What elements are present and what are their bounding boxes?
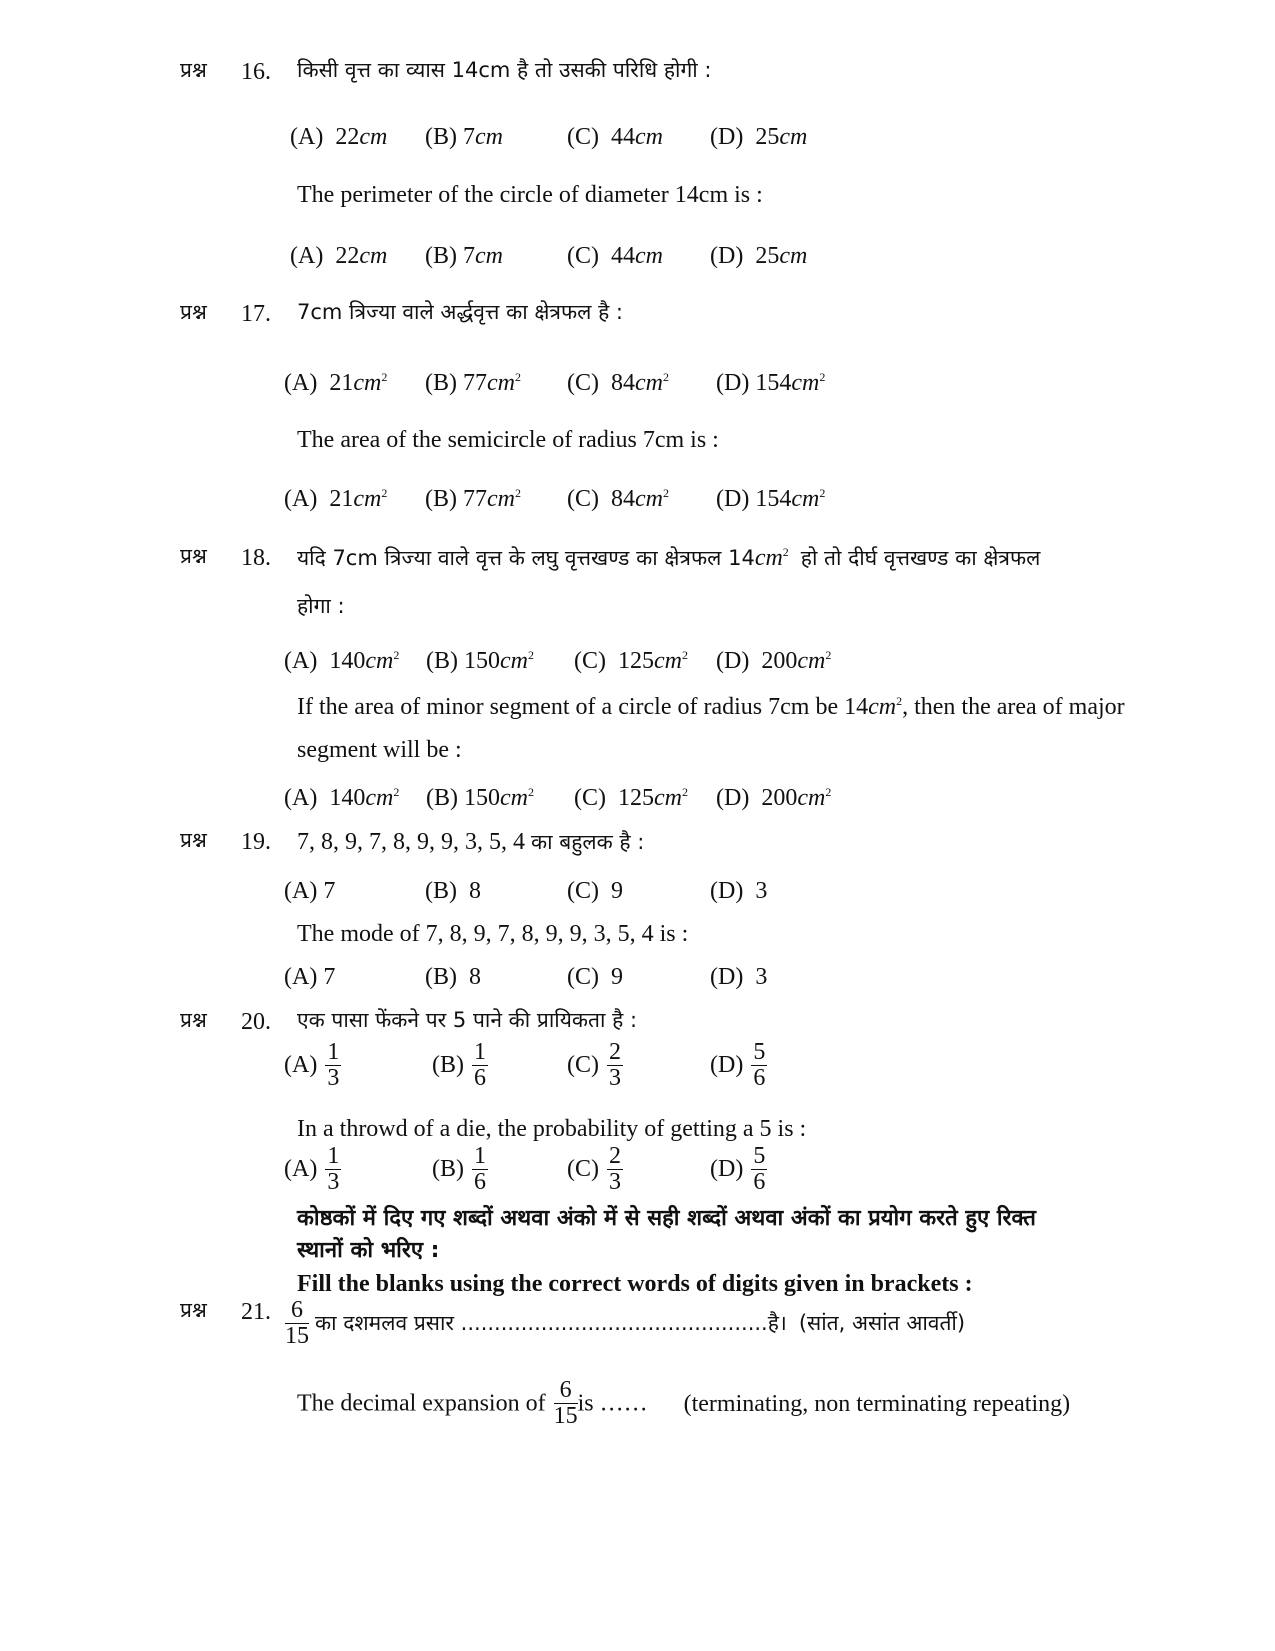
option-c: (C) $\frac{2}{3}$ [567,1143,621,1196]
question-18-english-line2: segment will be : [297,737,462,763]
option-a: (A) $140cm^2$ [284,648,400,674]
option-d: (D) $\frac{5}{6}$ [710,1039,766,1092]
question-label: प्रश्न [180,544,207,568]
instructions-english: Fill the blanks using the correct words of digits given in brackets : [297,1271,973,1297]
question-16-english: The perimeter of the circle of diameter 14cm is : [297,182,763,208]
option-c: (C) $84cm^2$ [567,486,669,512]
fraction: $\frac{5}{6}$ [753,1039,766,1092]
question-20-hindi: एक पासा फेंकने पर 5 पाने की प्रायिकता है : [297,1008,638,1032]
question-17-hindi: 7cm त्रिज्या वाले अर्द्धवृत्त का क्षेत्रफल है : [297,300,623,324]
fraction: $\frac{1}{6}$ [474,1143,486,1196]
option-b: (B) $\frac{1}{6}$ [432,1039,486,1092]
fraction: $\frac{1}{3}$ [327,1143,340,1196]
option-b: (B) $150cm^2$ [426,785,534,811]
question-19-hindi: 7, 8, 9, 7, 8, 9, 9, 3, 5, 4 का बहुलक है : [297,829,645,855]
fraction: $\frac{1}{3}$ [327,1039,340,1092]
question-label: प्रश्न [180,828,207,852]
question-number: 20. [241,1009,271,1035]
question-number: 19. [241,829,271,855]
option-c: (C) $84cm^2$ [567,370,669,396]
question-21-english: The decimal expansion of $\frac{6}{15}$ is …… (terminating, non terminating repeating) [297,1377,1071,1430]
fraction: $\frac{2}{3}$ [609,1039,621,1092]
option-a: (A) 22cm [290,124,388,150]
option-b: (B) $77cm^2$ [425,370,521,396]
option-a: (A) $140cm^2$ [284,785,400,811]
option-d: (D) $200cm^2$ [716,648,832,674]
option-b: (B) 7cm [425,124,503,150]
option-d: (D) 3 [710,878,768,904]
option-d: (D) $\frac{5}{6}$ [710,1143,766,1196]
option-b: (B) $150cm^2$ [426,648,534,674]
question-label: प्रश्न [180,1298,207,1322]
question-18-hindi-line1: यदि 7cm त्रिज्या वाले वृत्त के लघु वृत्तखण्ड का क्षेत्रफल $14cm^2$ हो तो दीर्घ वृत्तखण्ड का क्षेत्रफल [297,545,1041,571]
instructions-hindi-line2: स्थानों को भरिए : [297,1238,440,1263]
option-d: (D) 25cm [710,243,808,269]
option-d: (D) $154cm^2$ [716,370,826,396]
question-18-english-line1: If the area of minor segment of a circle of radius 7cm be $14cm^2$, then the area of major [297,694,1125,720]
option-d: (D) 3 [710,964,768,990]
option-d: (D) 25cm [710,124,808,150]
question-20-english: In a throwd of a die, the probability of getting a 5 is : [297,1116,807,1142]
fraction: $\frac{6}{15}$ [285,1297,309,1350]
fraction: $\frac{6}{15}$ [553,1377,578,1430]
question-18-hindi-line2: होगा : [297,594,345,618]
option-c: (C) 9 [567,964,623,990]
question-number: 16. [241,59,271,85]
option-c: (C) 44cm [567,124,663,150]
question-19-english: The mode of 7, 8, 9, 7, 8, 9, 9, 3, 5, 4 is : [297,921,689,947]
question-21-hindi: $\frac{6}{15}$ का दशमलव प्रसार ..............................................है। (सांत, असांत आवर्ती) [285,1297,966,1350]
question-17-english: The area of the semicircle of radius 7cm is : [297,427,719,453]
option-b: (B) 8 [425,878,481,904]
question-label: प्रश्न [180,300,207,324]
option-b: (B) $77cm^2$ [425,486,521,512]
question-number: 21. [241,1299,271,1325]
fraction: $\frac{5}{6}$ [753,1143,766,1196]
option-a: (A) $21cm^2$ [284,486,388,512]
option-c: (C) 44cm [567,243,663,269]
question-label: प्रश्न [180,1008,207,1032]
fraction: $\frac{1}{6}$ [474,1039,486,1092]
option-a: (A) 7 [284,878,336,904]
question-label: प्रश्न [180,58,207,82]
option-b: (B) 7cm [425,243,503,269]
question-16-hindi: किसी वृत्त का व्यास 14cm है तो उसकी परिधि होगी : [297,58,712,82]
option-a: (A) 7 [284,964,336,990]
fraction: $\frac{2}{3}$ [609,1143,621,1196]
question-number: 17. [241,301,271,327]
option-d: (D) $154cm^2$ [716,486,826,512]
option-a: (A) $\frac{1}{3}$ [284,1143,340,1196]
question-number: 18. [241,545,271,571]
option-a: (A) $21cm^2$ [284,370,388,396]
option-a: (A) 22cm [290,243,388,269]
instructions-hindi-line1: कोष्ठकों में दिए गए शब्दों अथवा अंको में से सही शब्दों अथवा अंकों का प्रयोग करते हुए रिक्त [297,1206,1036,1231]
option-c: (C) $\frac{2}{3}$ [567,1039,621,1092]
option-b: (B) $\frac{1}{6}$ [432,1143,486,1196]
option-c: (C) $125cm^2$ [574,648,688,674]
option-c: (C) 9 [567,878,623,904]
option-d: (D) $200cm^2$ [716,785,832,811]
option-b: (B) 8 [425,964,481,990]
option-a: (A) $\frac{1}{3}$ [284,1039,340,1092]
option-c: (C) $125cm^2$ [574,785,688,811]
